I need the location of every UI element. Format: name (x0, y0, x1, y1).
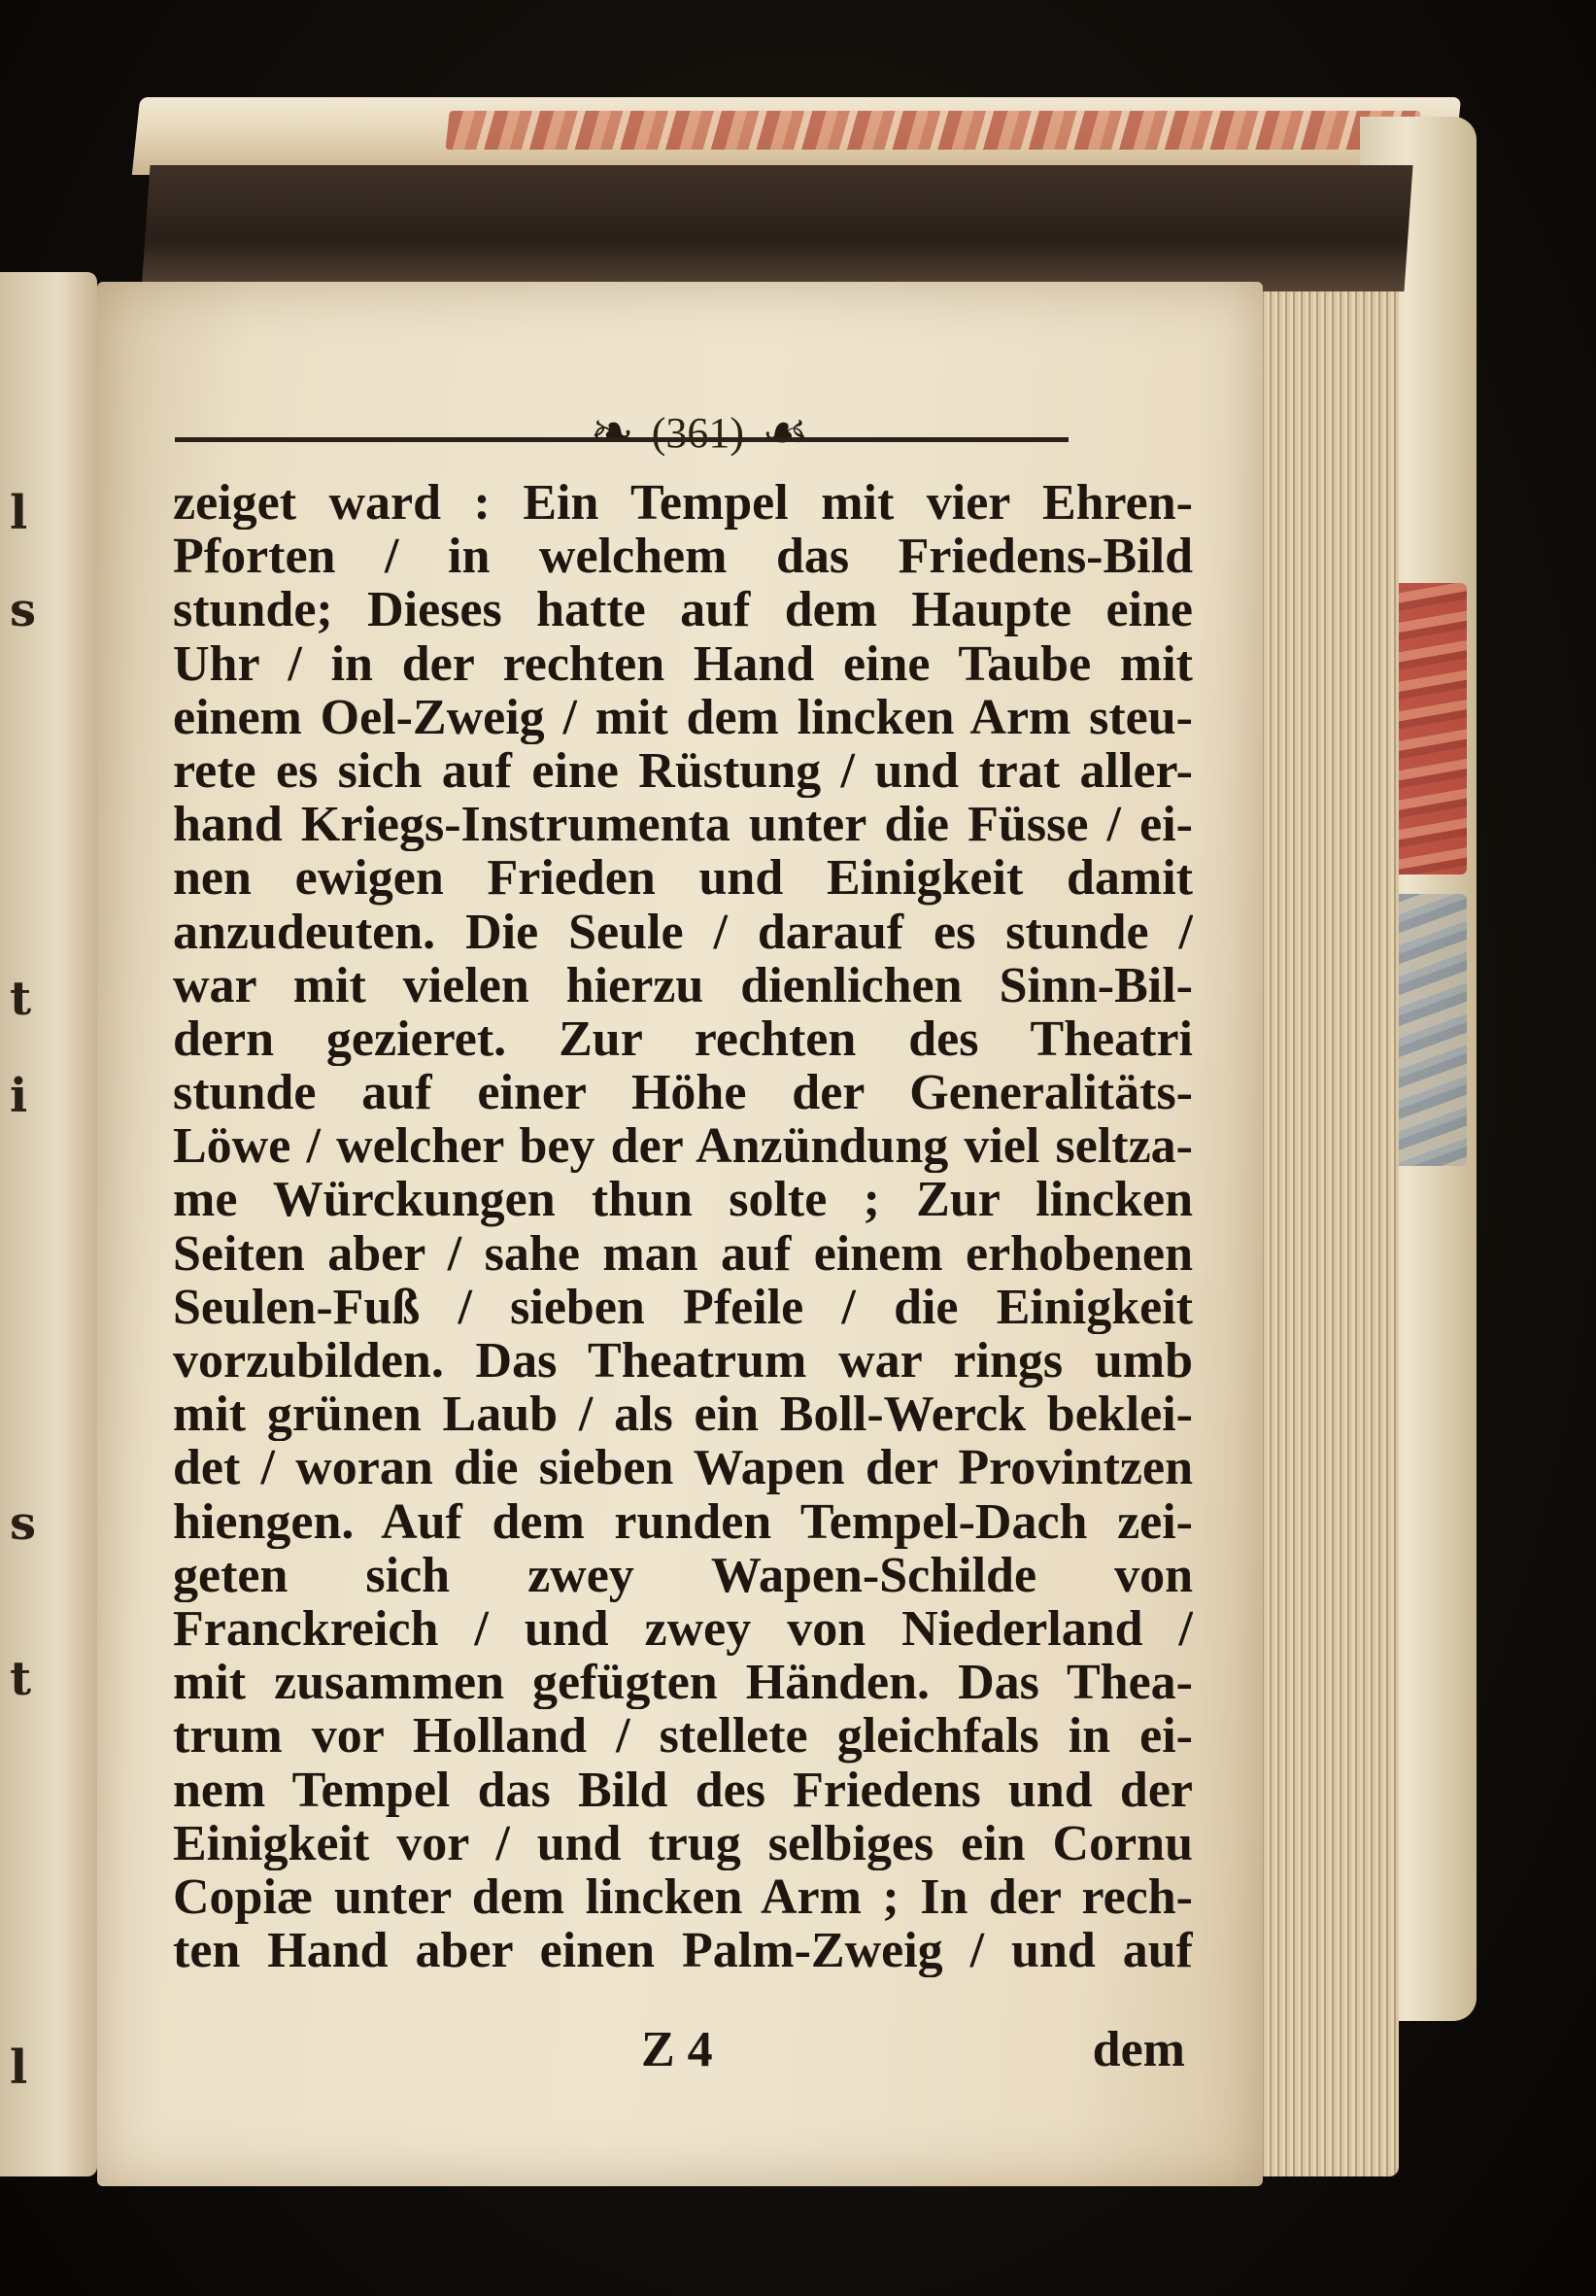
fleuron-right-icon: ☙ (762, 401, 809, 463)
page-footer (641, 2021, 1185, 2099)
text-line: dern gezieret. Zur rechten des Theatri (173, 1011, 1193, 1067)
text-line: einem Oel-Zweig / mit dem lincken Arm steu- (173, 690, 1193, 744)
header-rule (175, 437, 1069, 442)
text-line: hiengen. Auf dem runden Tempel-Dach zei- (173, 1494, 1193, 1549)
text-line: nem Tempel das Bild des Friedens und der (173, 1763, 1193, 1817)
text-line: stunde; Dieses hatte auf dem Haupte eine (173, 583, 1193, 637)
text-line: Uhr / in der rechten Hand eine Taube mit (173, 636, 1193, 691)
text-line: Seulen-Fuß / sieben Pfeile / die Einigkeit (173, 1280, 1193, 1334)
text-line: anzudeuten. Die Seule / darauf es stunde / (173, 905, 1193, 959)
text-line: Einigkeit vor / und trug selbiges ein Cornu (173, 1816, 1193, 1870)
page-number: (361) (651, 408, 745, 457)
book-top-edge (132, 97, 1461, 175)
text-line: ten Hand aber einen Palm-Zweig / und auf (173, 1924, 1193, 1978)
page-stack-top (141, 165, 1412, 291)
text-line: hand Kriegs-Instrumenta unter die Füsse / ei- (173, 798, 1193, 852)
left-facing-page (0, 272, 97, 2176)
left-page-fragment: t (10, 972, 32, 1026)
text-line: zeiget ward : Ein Tempel mit vier Ehren- (173, 476, 1193, 531)
page-header (563, 398, 835, 466)
text-line: mit grünen Laub / als ein Boll-Werck beklei- (173, 1388, 1193, 1442)
text-line: Pforten / in welchem das Friedens-Bild (173, 530, 1193, 584)
marbled-cover-red (1389, 583, 1467, 874)
text-line: Löwe / welcher bey der Anzündung viel seltza- (173, 1119, 1193, 1174)
text-line: war mit vielen hierzu dienlichen Sinn-Bil- (173, 958, 1193, 1012)
text-line: trum vor Holland / stellete gleichfals in ei- (173, 1709, 1193, 1764)
signature-mark: Z 4 (641, 2022, 713, 2077)
marbled-edge (446, 111, 1421, 150)
text-line: mit zusammen gefügten Händen. Das Thea- (173, 1656, 1193, 1710)
left-page-fragment: i (10, 1069, 28, 1123)
text-line: vorzubilden. Das Theatrum war rings umb (173, 1334, 1193, 1388)
body-text (173, 476, 1193, 1977)
text-line: stunde auf einer Höhe der Generalitäts- (173, 1066, 1193, 1120)
text-line: me Würckungen thun solte ; Zur lincken (173, 1173, 1193, 1227)
left-page-fragment: l (10, 486, 28, 540)
left-page-fragment: l (10, 2040, 28, 2095)
text-line: rete es sich auf eine Rüstung / und trat aller- (173, 743, 1193, 799)
text-line: Franckreich / und zwey von Niederland / (173, 1601, 1193, 1657)
text-line: nen ewigen Frieden und Einigkeit damit (173, 851, 1193, 906)
left-page-fragment: s (10, 583, 37, 637)
page-edge-stack (1243, 194, 1399, 2176)
left-page-fragment: s (10, 1496, 37, 1551)
text-line: Seiten aber / sahe man auf einem erhobenen (173, 1226, 1193, 1281)
text-line: Copiæ unter dem lincken Arm ; In der rech- (173, 1869, 1193, 1925)
fleuron-left-icon: ❧ (590, 401, 634, 463)
book-page (97, 282, 1263, 2186)
text-line: det / woran die sieben Wapen der Provintzen (173, 1441, 1193, 1495)
catchword: dem (1092, 2022, 1185, 2077)
marbled-cover-blue (1393, 894, 1467, 1166)
left-page-fragment: t (10, 1652, 32, 1706)
text-line: geten sich zwey Wapen-Schilde von (173, 1548, 1193, 1602)
